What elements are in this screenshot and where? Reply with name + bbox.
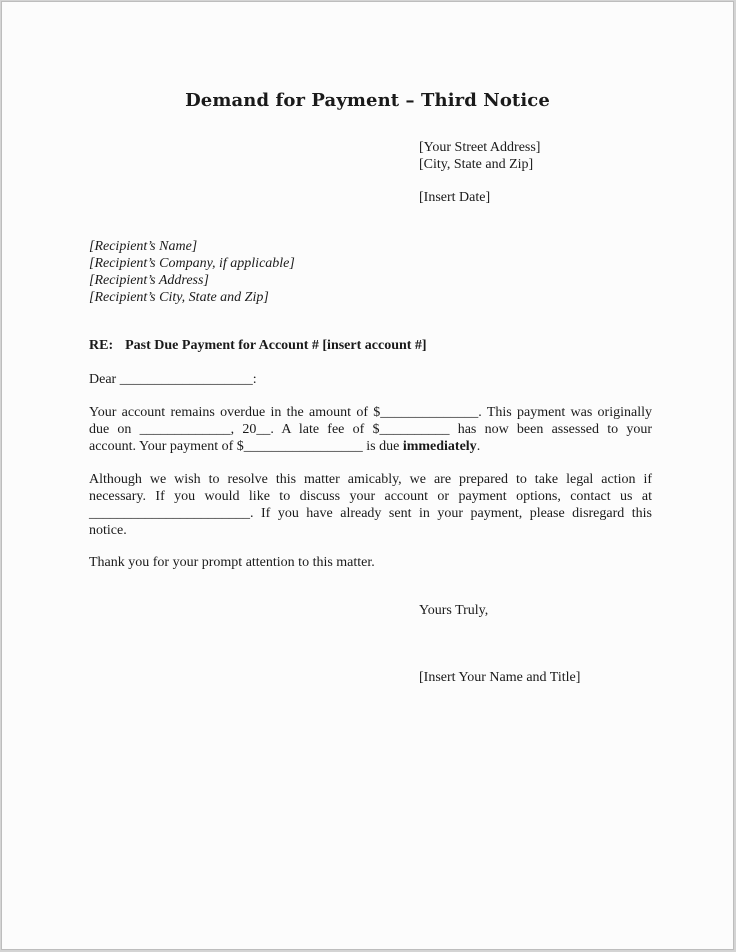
salutation: Dear ___________________: — [89, 372, 257, 387]
letter-date: [Insert Date] — [419, 190, 491, 205]
paragraph-line: Your account remains overdue in the amount of $______________. This payment was originally — [89, 405, 652, 420]
subject-label: RE: — [89, 338, 114, 353]
recipient-address: [Recipient’s Address] — [89, 273, 209, 288]
paragraph-line: Although we wish to resolve this matter amicably, we are prepared to take legal action if — [89, 472, 652, 487]
signature-placeholder: [Insert Your Name and Title] — [419, 670, 581, 685]
recipient-company: [Recipient’s Company, if applicable] — [89, 256, 295, 271]
recipient-name: [Recipient’s Name] — [89, 239, 198, 254]
immediately-emphasis: immediately — [402, 439, 477, 454]
paragraph-line: due on _____________, 20__. A late fee of $__________ has now been assessed to your — [89, 422, 652, 437]
recipient-address-block — [89, 238, 295, 306]
closing: Yours Truly, — [419, 603, 489, 618]
payment-due-text: account. Your payment of $_________________ is due — [89, 439, 400, 454]
paragraph-line: necessary. If you would like to discuss your account or payment options, contact us at — [89, 489, 652, 504]
paragraph-line — [89, 438, 652, 455]
paragraph-overdue — [89, 404, 652, 455]
sender-street: [Your Street Address] — [419, 140, 541, 155]
document-title: Demand for Payment – Third Notice — [185, 90, 550, 111]
paragraph-line: _______________________. If you have already sent in your payment, please disregard this — [89, 506, 652, 521]
subject-line — [89, 338, 427, 354]
sender-city: [City, State and Zip] — [419, 157, 534, 172]
paragraph-thank-you: Thank you for your prompt attention to this matter. — [89, 555, 375, 570]
subject-text: Past Due Payment for Account # [insert account #] — [125, 338, 427, 353]
document-page — [1, 1, 734, 950]
paragraph-line: notice. — [89, 523, 127, 538]
sentence-end: . — [476, 439, 481, 454]
sender-address-block — [419, 139, 540, 206]
paragraph-legal-action — [89, 471, 652, 539]
recipient-city: [Recipient’s City, State and Zip] — [89, 290, 269, 305]
